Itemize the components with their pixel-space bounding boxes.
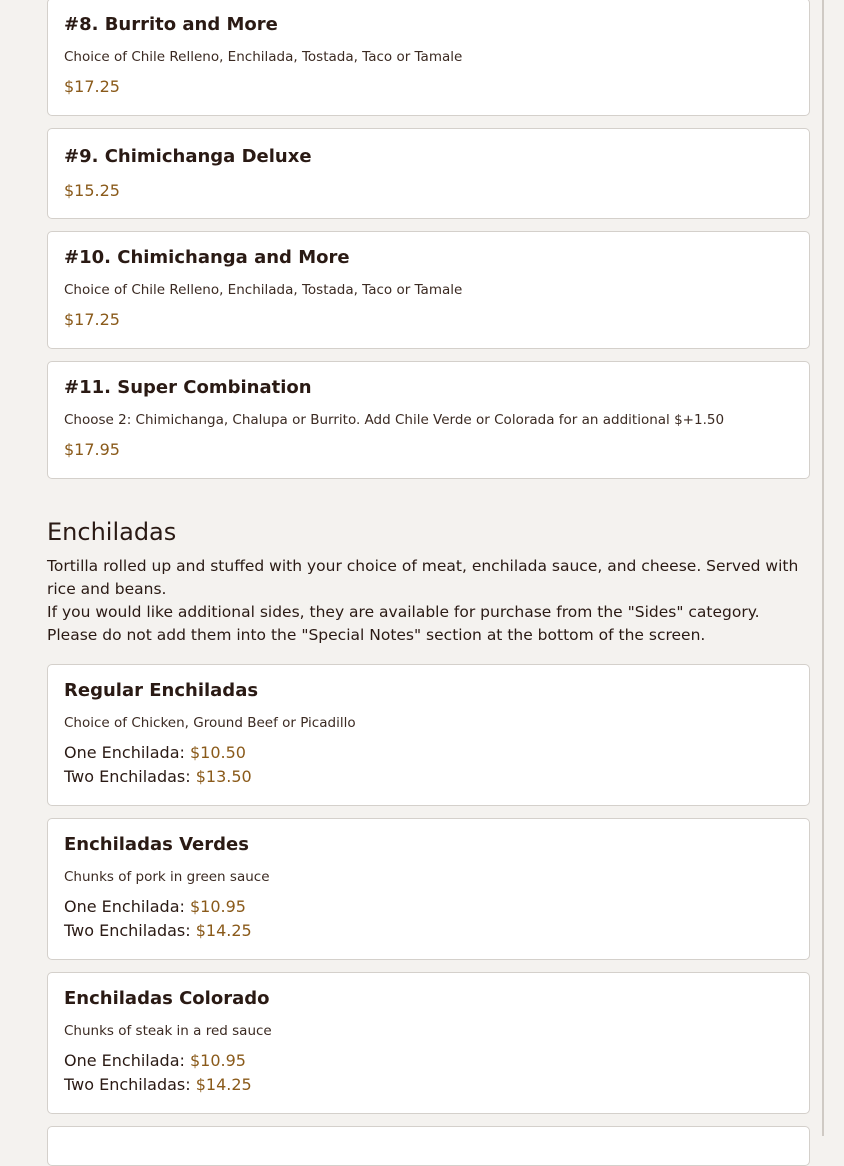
- price-option-one: [64, 743, 246, 762]
- price-option-one: [64, 1051, 246, 1070]
- menu-item-card[interactable]: [47, 231, 810, 349]
- menu-item-title: Regular Enchiladas: [64, 680, 259, 701]
- menu-item-description: Choice of Chicken, Ground Beef or Picadillo: [64, 715, 356, 731]
- section-note: If you would like additional sides, they are available for purchase from the "Sides" category. Please do not add them into the "Special Notes" section at the bottom of the screen.: [47, 603, 760, 644]
- price-option-amount: $13.50: [195, 767, 252, 786]
- menu-item-description: Chunks of steak in a red sauce: [64, 1023, 272, 1039]
- menu-item-card[interactable]: [47, 972, 810, 1114]
- menu-item-title: Enchiladas Verdes: [64, 834, 249, 855]
- price-option-amount: $10.95: [190, 897, 246, 916]
- price-option-one: [64, 897, 246, 916]
- menu-item-title: #11. Super Combination: [64, 377, 312, 398]
- section-description: Tortilla rolled up and stuffed with your choice of meat, enchilada sauce, and cheese. Served with rice and beans.: [47, 557, 799, 598]
- menu-item-card[interactable]: [47, 664, 810, 806]
- price-option-amount: $10.95: [190, 1051, 246, 1070]
- menu-item-price: $15.25: [64, 181, 120, 200]
- price-option-amount: $14.25: [195, 1075, 252, 1094]
- price-option-two: [64, 921, 252, 940]
- menu-item-description: Choose 2: Chimichanga, Chalupa or Burrito. Add Chile Verde or Colorada for an additional $+1.50: [64, 412, 725, 428]
- menu-item-title: Enchiladas Colorado: [64, 988, 270, 1009]
- price-option-label: Two Enchiladas:: [64, 921, 191, 940]
- price-option-two: [64, 767, 252, 786]
- section-title: Enchiladas: [47, 518, 177, 546]
- menu-item-card[interactable]: [47, 818, 810, 960]
- menu-item-title: #8. Burrito and More: [64, 14, 278, 35]
- menu-item-title: #10. Chimichanga and More: [64, 247, 350, 268]
- menu-item-card[interactable]: [47, 0, 810, 116]
- menu-item-description: Choice of Chile Relleno, Enchilada, Tostada, Taco or Tamale: [64, 49, 463, 65]
- menu-item-description: Chunks of pork in green sauce: [64, 869, 270, 885]
- price-option-label: Two Enchiladas:: [64, 1075, 191, 1094]
- price-option-two: [64, 1075, 252, 1094]
- price-option-amount: $10.50: [190, 743, 246, 762]
- menu-item-card[interactable]: [47, 361, 810, 479]
- price-option-label: Two Enchiladas:: [64, 767, 191, 786]
- menu-item-card[interactable]: [47, 128, 810, 219]
- menu-item-title: #9. Chimichanga Deluxe: [64, 146, 312, 167]
- menu-item-price: $17.95: [64, 440, 120, 459]
- price-option-label: One Enchilada:: [64, 1051, 185, 1070]
- menu-item-card[interactable]: [47, 1126, 810, 1166]
- menu-item-description: Choice of Chile Relleno, Enchilada, Tostada, Taco or Tamale: [64, 282, 463, 298]
- menu-item-price: $17.25: [64, 310, 120, 329]
- page-right-edge: [822, 0, 824, 1136]
- menu-item-price: $17.25: [64, 77, 120, 96]
- price-option-amount: $14.25: [195, 921, 252, 940]
- price-option-label: One Enchilada:: [64, 897, 185, 916]
- price-option-label: One Enchilada:: [64, 743, 185, 762]
